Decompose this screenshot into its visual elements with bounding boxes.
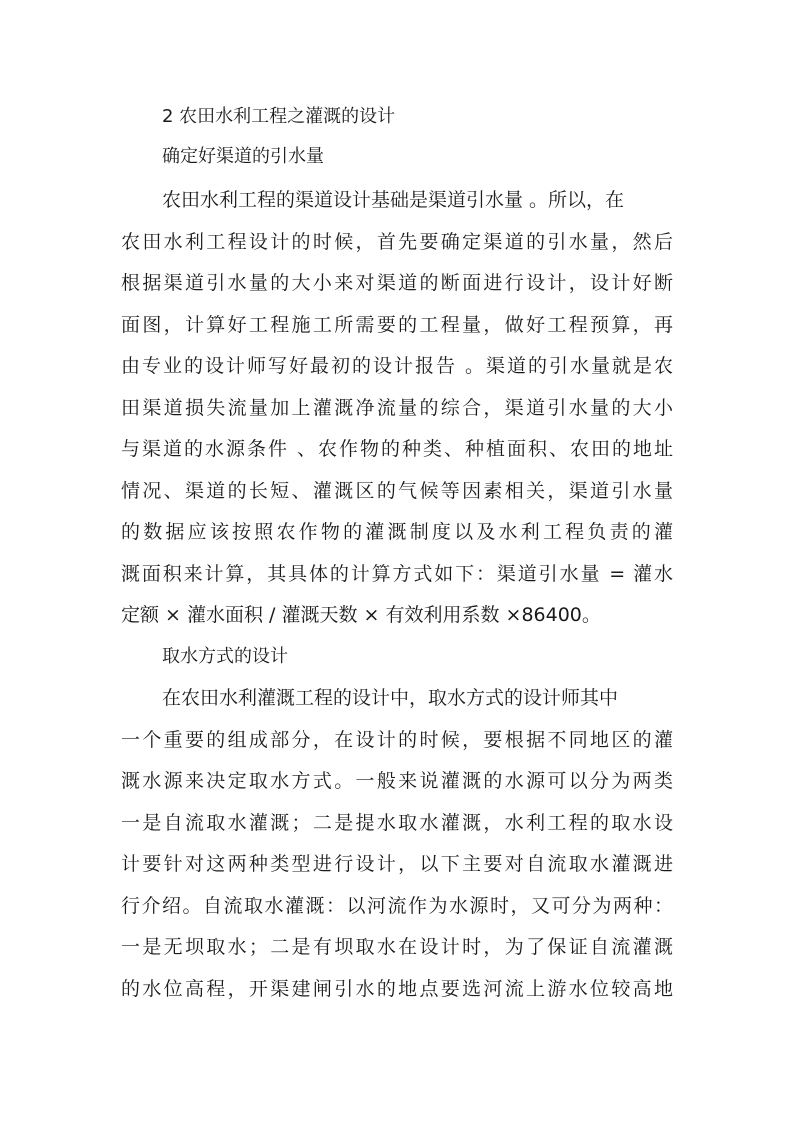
paragraph-line: 一是无坝取水；二是有坝取水在设计时，为了保证自流灌溉: [121, 936, 673, 958]
paragraph-line: 农田水利工程的渠道设计基础是渠道引水量 。所以，在: [162, 189, 625, 211]
paragraph-line: 农田水利工程设计的时候，首先要确定渠道的引水量，然后: [121, 231, 673, 253]
paragraph-line: 在农田水利灌溉工程的设计中，取水方式的设计师其中: [162, 687, 619, 709]
paragraph-line: 情况、渠道的长短、灌溉区的气候等因素相关，渠道引水量: [121, 480, 673, 502]
paragraph-line: 根据渠道引水量的大小来对渠道的断面进行设计，设计好断: [121, 272, 673, 294]
paragraph-line: 溉水源来决定取水方式。一般来说灌溉的水源可以分为两类: [121, 770, 673, 792]
paragraph-line: 与渠道的水源条件 、农作物的种类、种植面积、农田的地址: [121, 438, 673, 460]
paragraph-line: 的数据应该按照农作物的灌溉制度以及水利工程负责的灌: [121, 521, 673, 543]
paragraph-line: 行介绍。自流取水灌溉：以河流作为水源时，又可分为两种：: [121, 895, 673, 917]
paragraph-line: 一是自流取水灌溉；二是提水取水灌溉，水利工程的取水设: [121, 812, 673, 834]
paragraph-line: 计要针对这两种类型进行设计，以下主要对自流取水灌溉进: [121, 853, 673, 875]
paragraph-line: 由专业的设计师写好最初的设计报告 。渠道的引水量就是农: [121, 355, 673, 377]
paragraph-line: 一个重要的组成部分，在设计的时候，要根据不同地区的灌: [121, 729, 673, 751]
subsection-title-diversion: 确定好渠道的引水量: [162, 146, 324, 167]
paragraph-line: 田渠道损失流量加上灌溉净流量的综合，渠道引水量的大小: [121, 397, 673, 419]
section-heading: 2 农田水利工程之灌溉的设计: [162, 106, 396, 127]
paragraph-line: 定额 × 灌水面积 / 灌溉天数 × 有效利用系数 ×86400。: [121, 604, 601, 626]
subsection-title-intake: 取水方式的设计: [162, 646, 288, 667]
paragraph-line: 面图，计算好工程施工所需要的工程量，做好工程预算，再: [121, 314, 673, 336]
paragraph-line: 的水位高程，开渠建闸引水的地点要选河流上游水位较高地: [121, 978, 673, 1000]
paragraph-line: 溉面积来计算，其具体的计算方式如下：渠道引水量 = 灌水: [121, 563, 673, 585]
